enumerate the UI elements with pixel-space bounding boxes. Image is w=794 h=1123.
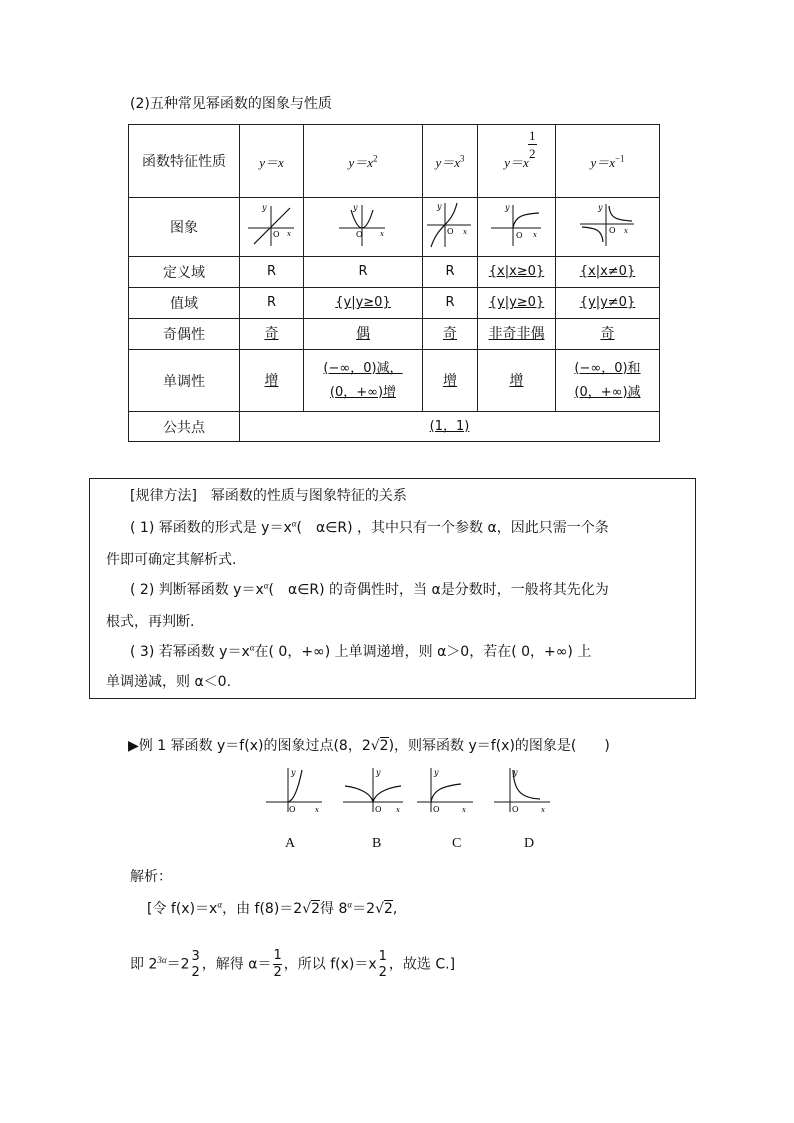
rule-p3-line1: ( 3) 若幂函数 $y=x^\alpha$在( 0，+∞) 上单调递增，则 α＞0，若在( 0，+∞) 上 [130, 642, 592, 660]
svg-text:x: x [380, 230, 384, 238]
svg-text:O: O [375, 805, 382, 814]
table-row [129, 412, 660, 442]
svg-text:O: O [515, 231, 523, 240]
domain-cell: {x|x≥0} [488, 264, 545, 279]
frac-num: 1 [273, 948, 282, 963]
frac-den: 2 [378, 964, 387, 980]
domain-cell: R [240, 257, 304, 288]
graph-y-inverse-x [556, 198, 660, 257]
table-row [129, 288, 660, 319]
svg-text:y: y [376, 768, 381, 777]
monotonic-cell: 增 [264, 372, 279, 389]
func-header-3: $y=x^3$ [423, 125, 478, 198]
monotonic-cell: 增 [443, 372, 457, 389]
rule-p3-line2: 单调递减，则 α＜0. [106, 674, 232, 690]
parity-cell: 偶 [356, 326, 370, 342]
range-cell: R [423, 288, 478, 319]
svg-text:x: x [462, 806, 466, 814]
monotonic-cell: (−∞，0)和 (0，+∞)减 [556, 350, 660, 412]
rule-p1-line1: ( 1) 幂函数的形式是 $y=x^\alpha$( α∈R) ，其中只有一个参数 α，因此只需一个条 [130, 518, 609, 536]
parity-cell: 奇 [600, 326, 615, 342]
exponent-numerator: 1 [529, 128, 536, 143]
svg-text:O: O [356, 230, 363, 239]
parity-cell: 奇 [264, 326, 279, 342]
rule-p1-line2: 件即可确定其解析式. [106, 552, 237, 568]
frac-den: 2 [191, 964, 200, 980]
option-c-label: C [452, 836, 462, 851]
frac-num: 3 [191, 948, 200, 964]
svg-text:y: y [437, 202, 442, 211]
option-d-graph [492, 766, 552, 814]
row-label-graph: 图象 [129, 198, 240, 257]
func-header-4: y＝x $\frac{1}{2}$ [478, 125, 556, 198]
option-a-graph [264, 766, 324, 814]
range-cell: {y|y≥0} [488, 295, 545, 310]
solution-line-1: [令 $f(x)=x^\alpha$，由 f(8)＝2√2得 $8^\alpha=2√2$, [147, 899, 398, 917]
svg-text:x: x [396, 806, 400, 814]
svg-text:O: O [447, 227, 454, 236]
svg-text:x: x [541, 806, 545, 814]
svg-text:O: O [512, 805, 519, 814]
range-cell: {y|y≠0} [579, 295, 636, 310]
svg-text:y: y [353, 203, 358, 212]
svg-text:O: O [272, 230, 280, 239]
option-a-label: A [285, 836, 296, 851]
domain-cell: R [304, 257, 423, 288]
table-row [129, 257, 660, 288]
func-header-5: $y=x^{-1}$ [556, 125, 660, 198]
table-row [129, 319, 660, 350]
svg-text:y: y [504, 203, 510, 212]
svg-text:y: y [261, 203, 267, 212]
range-cell: {y|y≥0} [335, 295, 391, 310]
table-row [129, 350, 660, 412]
rule-p2-line2: 根式，再判断. [106, 614, 195, 630]
range-cell: R [240, 288, 304, 319]
parity-cell: 奇 [443, 326, 457, 342]
row-label-common-point: 公共点 [129, 412, 240, 442]
svg-text:y: y [597, 203, 603, 212]
rule-title: [规律方法] 幂函数的性质与图象特征的关系 [130, 488, 407, 504]
domain-cell: R [423, 257, 478, 288]
frac-num: 1 [378, 948, 387, 964]
domain-cell: {x|x≠0} [579, 264, 636, 279]
rule-method-box [89, 478, 696, 699]
exponent-denominator: 2 [529, 146, 536, 161]
common-point-cell: (1，1) [429, 418, 470, 434]
svg-text:O: O [289, 805, 296, 814]
svg-text:y: y [434, 768, 439, 777]
svg-text:x: x [623, 227, 628, 235]
svg-text:O: O [433, 805, 440, 814]
graph-y-sqrt-x [478, 198, 556, 257]
func-header-2: $y=x^2$ [304, 125, 423, 198]
svg-text:O: O [608, 226, 616, 235]
row-label-domain: 定义域 [129, 257, 240, 288]
option-b-label: B [372, 836, 382, 851]
graph-y-x [240, 198, 304, 257]
option-d-label: D [524, 836, 535, 851]
option-b-graph [341, 766, 407, 814]
svg-text:y: y [291, 768, 296, 777]
section-heading: (2)五种常见幂函数的图象与性质 [130, 96, 332, 112]
header-label: 函数特征性质 [129, 125, 240, 198]
graph-y-x2 [304, 198, 423, 257]
svg-text:x: x [315, 806, 319, 814]
solution-line-2: 即 $2^{3\alpha}=2$ 3 2 ，解得 α＝ $\frac{1}{2}$ ，所以 f(x)＝x 1 2 ，故选 C.] [130, 948, 456, 980]
frac-den: 2 [273, 965, 282, 980]
analysis-label: 解析： [130, 869, 172, 885]
power-function-table [128, 124, 660, 442]
example-1-question: ▶例 1 幂函数 y＝f(x)的图象过点(8，2√2)，则幂函数 y＝f(x)的图象是( ) [128, 738, 610, 754]
row-label-parity: 奇偶性 [129, 319, 240, 350]
svg-text:x: x [463, 228, 467, 236]
svg-text:x: x [286, 230, 291, 238]
graph-y-x3 [423, 198, 478, 257]
func-header-1: y＝x [240, 125, 304, 198]
table-row [129, 198, 660, 257]
rule-p2-line1: ( 2) 判断幂函数 $y=x^\alpha$( α∈R) 的奇偶性时，当 α是分数时，一般将其先化为 [130, 580, 609, 598]
option-c-graph [415, 766, 475, 814]
parity-cell: 非奇非偶 [488, 326, 545, 342]
svg-text:x: x [532, 231, 537, 239]
monotonic-cell: (−∞，0)减， (0，+∞)增 [304, 350, 423, 412]
table-row [129, 125, 660, 198]
row-label-monotonic: 单调性 [129, 350, 240, 412]
svg-text:y: y [513, 768, 518, 777]
monotonic-cell: 增 [509, 372, 524, 389]
row-label-range: 值域 [129, 288, 240, 319]
sqrt-sign: √ [370, 738, 380, 754]
